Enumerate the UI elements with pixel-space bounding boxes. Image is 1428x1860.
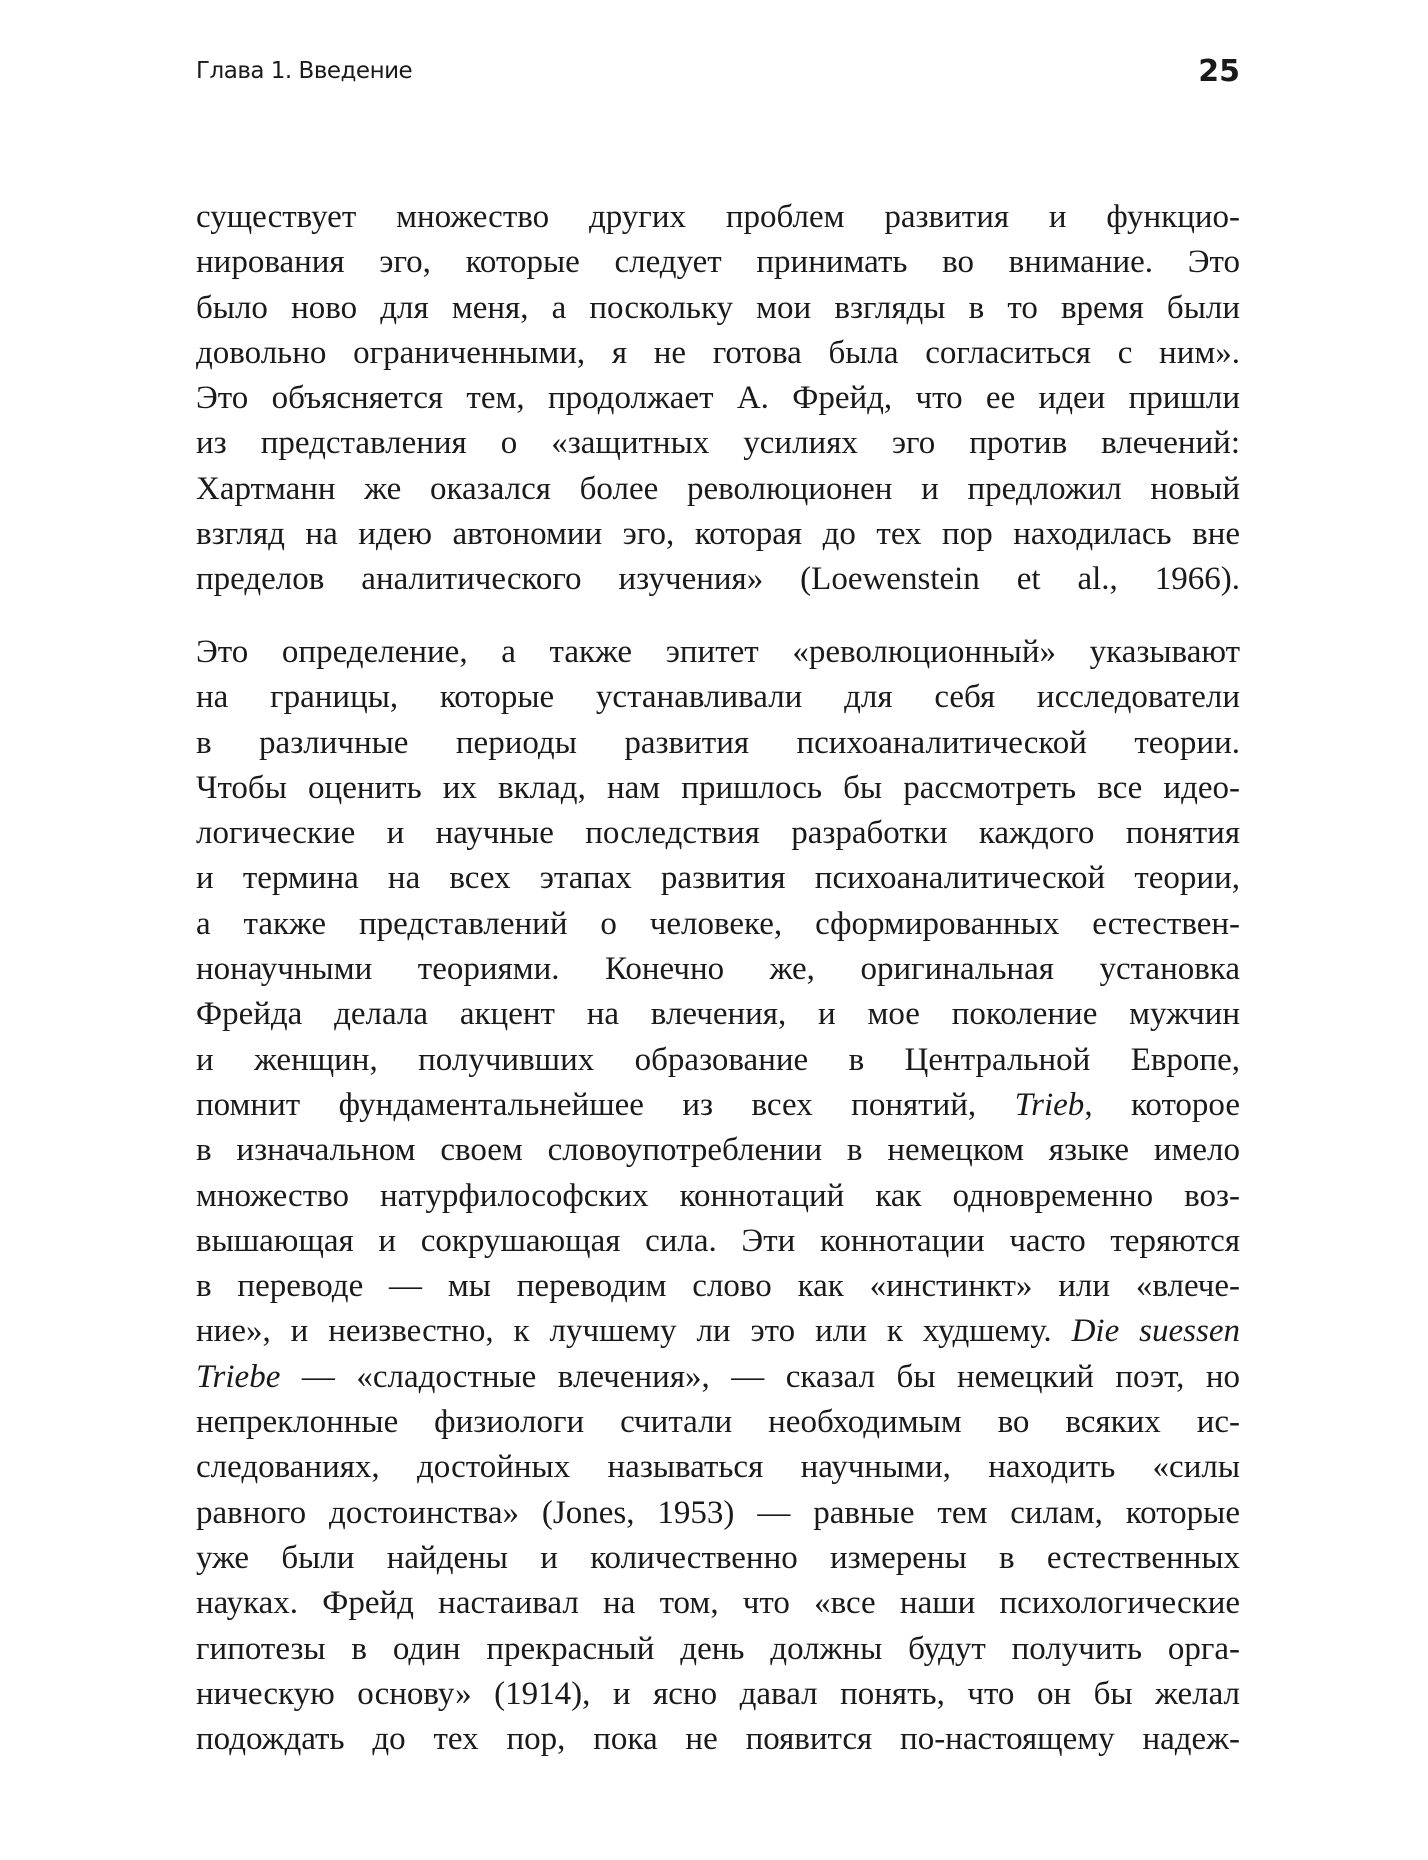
text-line (196, 1264, 1240, 1309)
text-segment: ническую основу» (1914), и ясно давал понять, что он бы желал (196, 1675, 1240, 1712)
page-number: 25 (1198, 54, 1240, 89)
text-line (196, 1672, 1240, 1717)
text-line (196, 1491, 1240, 1536)
text-segment: помнит фундаментальнейшее из всех понятий, (196, 1086, 1015, 1123)
text-line (196, 1219, 1240, 1264)
text-line-content (196, 512, 1240, 557)
text-line (196, 1038, 1240, 1083)
text-segment: и женщин, получивших образование в Центральной Европе, (196, 1041, 1240, 1078)
text-line (196, 240, 1240, 285)
text-line (196, 1083, 1240, 1128)
text-segment: в переводе — мы переводим слово как «инстинкт» или «влече- (196, 1268, 1240, 1305)
text-line-content (196, 721, 1240, 766)
text-line (196, 557, 1240, 602)
text-segment: в различные периоды развития психоаналитической теории. (196, 724, 1240, 761)
text-line-content (196, 1536, 1240, 1581)
text-segment: уже были найдены и количественно измерены в естественных (196, 1539, 1240, 1576)
text-segment: было ново для меня, а поскольку мои взгляды в то время были (196, 289, 1240, 326)
text-line (196, 1536, 1240, 1581)
text-segment: нонаучными теориями. Конечно же, оригинальная установка (196, 951, 1240, 988)
text-line-content (196, 1581, 1240, 1626)
paragraph-2 (196, 630, 1240, 1762)
text-line-content (196, 1400, 1240, 1445)
text-segment: следованиях, достойных называться научными, находить «силы (196, 1449, 1240, 1486)
text-line (196, 1717, 1240, 1762)
text-segment: взгляд на идею автономии эго, которая до тех пор находилась вне (196, 516, 1240, 553)
paragraph-1 (196, 195, 1240, 603)
text-line (196, 675, 1240, 720)
text-line (196, 1627, 1240, 1672)
text-line-content (196, 557, 1240, 602)
text-segment: вышающая и сокрушающая сила. Эти коннотации часто теряются (196, 1222, 1240, 1259)
text-line (196, 195, 1240, 240)
text-segment: множество натурфилософских коннотаций как одновременно воз- (196, 1177, 1240, 1214)
text-line-content (196, 467, 1240, 512)
text-line-content (196, 1717, 1240, 1762)
text-segment: Это объясняется тем, продолжает А. Фрейд, что ее идеи пришли (196, 380, 1240, 417)
text-line (196, 856, 1240, 901)
text-segment: — «сладостные влечения», — сказал бы немецкий поэт, но (280, 1358, 1240, 1395)
text-line-content (196, 856, 1240, 901)
text-line-content (196, 1627, 1240, 1672)
text-line-content (196, 630, 1240, 675)
running-title: Глава 1. Введение (196, 58, 413, 84)
text-line-content (196, 286, 1240, 331)
text-line (196, 331, 1240, 376)
text-line (196, 811, 1240, 856)
text-line (196, 947, 1240, 992)
text-segment: гипотезы в один прекрасный день должны будут получить орга- (196, 1630, 1240, 1667)
text-line (196, 376, 1240, 421)
text-line (196, 467, 1240, 512)
text-line-content (196, 1083, 1240, 1128)
text-segment: пределов аналитического изучения» (Loewenstein et al., 1966). (196, 561, 1240, 598)
text-segment: подождать до тех пор, пока не появится по-настоящему надеж- (196, 1721, 1240, 1758)
text-line-content (196, 1219, 1240, 1264)
text-line-content (196, 766, 1240, 811)
text-line-content (196, 947, 1240, 992)
text-line-content (196, 195, 1240, 240)
text-segment: Хартманн же оказался более революционен и предложил новый (196, 470, 1240, 507)
text-segment: Фрейда делала акцент на влечения, и мое поколение мужчин (196, 996, 1240, 1033)
text-line-content (196, 811, 1240, 856)
text-line-content (196, 1445, 1240, 1490)
text-segment: логические и научные последствия разработки каждого понятия (196, 815, 1240, 852)
text-line-content (196, 1491, 1240, 1536)
text-line-content (196, 902, 1240, 947)
text-line (196, 421, 1240, 466)
text-line-content (196, 331, 1240, 376)
text-line-content (196, 1309, 1240, 1354)
text-line (196, 286, 1240, 331)
text-line (196, 1174, 1240, 1219)
text-line (196, 992, 1240, 1037)
text-segment: довольно ограниченными, я не готова была согласиться с ним». (196, 334, 1240, 371)
text-line-content (196, 376, 1240, 421)
text-segment: равного достоинства» (Jones, 1953) — равные тем силам, которые (196, 1494, 1240, 1531)
text-segment: а также представлений о человеке, сформированных естествен- (196, 905, 1240, 942)
text-segment: ние», и неизвестно, к лучшему ли это или к худшему. (196, 1313, 1072, 1350)
text-line-content (196, 1672, 1240, 1717)
text-line-content (196, 1038, 1240, 1083)
text-line-content (196, 1355, 1240, 1400)
text-segment: в изначальном своем словоупотреблении в немецком языке имело (196, 1132, 1240, 1169)
text-line (196, 512, 1240, 557)
text-segment: на границы, которые устанавливали для себя исследователи (196, 679, 1240, 716)
text-line (196, 721, 1240, 766)
text-line (196, 630, 1240, 675)
text-line-content (196, 992, 1240, 1037)
text-line (196, 902, 1240, 947)
text-segment: , которое (1084, 1086, 1240, 1123)
text-line-content (196, 1128, 1240, 1173)
text-line-content (196, 421, 1240, 466)
text-line (196, 1581, 1240, 1626)
italic-text: Die suessen (1071, 1313, 1241, 1350)
text-line (196, 1445, 1240, 1490)
text-segment: науках. Фрейд настаивал на том, что «все наши психологические (196, 1585, 1240, 1622)
text-line-content (196, 240, 1240, 285)
text-line (196, 1400, 1240, 1445)
text-segment: из представления о «защитных усилиях эго против влечений: (196, 425, 1240, 462)
text-line-content (196, 675, 1240, 720)
text-line (196, 766, 1240, 811)
text-segment: нирования эго, которые следует принимать во внимание. Это (196, 244, 1240, 281)
italic-text: Trieb (1014, 1086, 1085, 1123)
text-line (196, 1309, 1240, 1354)
italic-text: Triebe (196, 1358, 281, 1395)
text-segment: существует множество других проблем развития и функцио- (196, 199, 1240, 235)
text-segment: Это определение, а также эпитет «революционный» указывают (196, 634, 1240, 670)
text-line (196, 1355, 1240, 1400)
text-line (196, 1128, 1240, 1173)
text-segment: непреклонные физиологи считали необходимым во всяких ис- (196, 1404, 1240, 1441)
text-line-content (196, 1174, 1240, 1219)
text-segment: Чтобы оценить их вклад, нам пришлось бы рассмотреть все идео- (196, 769, 1240, 806)
text-segment: и термина на всех этапах развития психоаналитической теории, (196, 860, 1240, 897)
text-line-content (196, 1264, 1240, 1309)
